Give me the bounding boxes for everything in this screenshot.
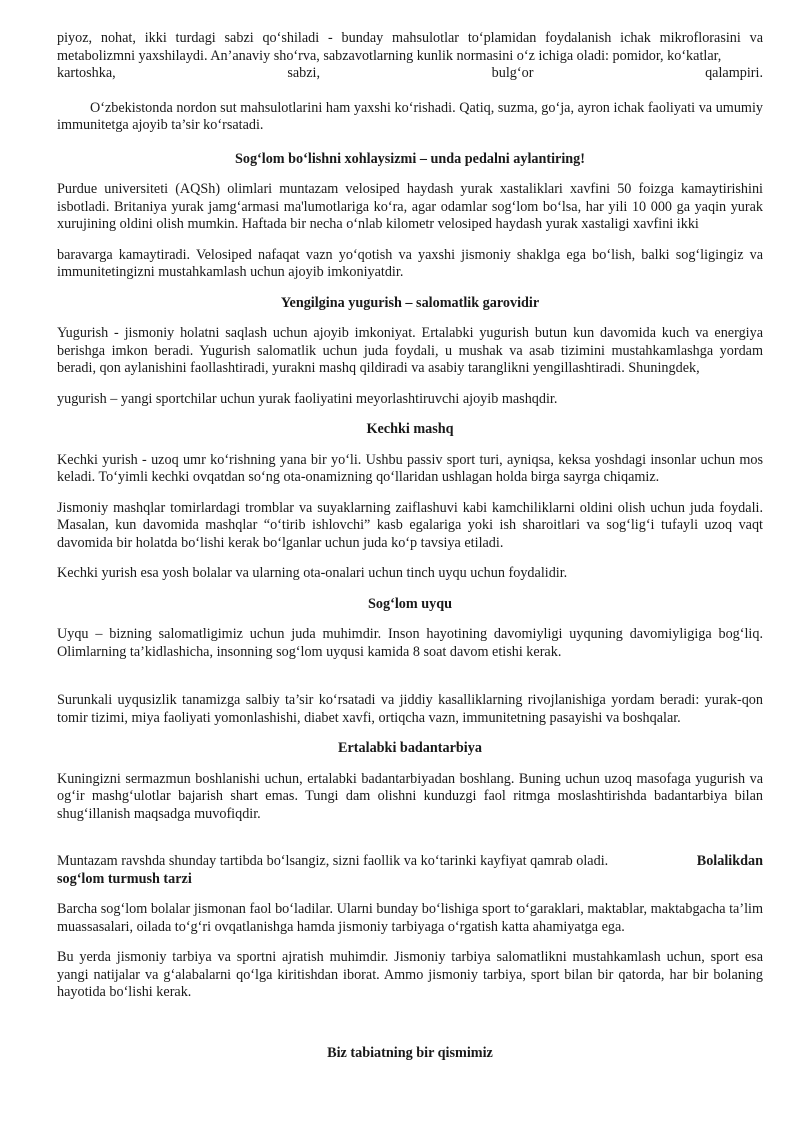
heading-morning-exercise: Ertalabki badantarbiya <box>338 740 482 756</box>
paragraph-pe-vs-sport: Bu yerda jismoniy tarbiya va sportni ajratish muhimdir. Jismoniy tarbiya salomatlikni mustahkamlash uchun, sport esa yangi natijalar va g‘alabalarni qo‘lga kiritishdan iborat. Ammo jismoniy tarbiya, sport bilan bir qatorda, har bir bolaning hayotida bo‘lishi kerak. <box>57 949 763 1000</box>
document-page <box>57 30 763 1062</box>
paragraph-running-2: yugurish – yangi sportchilar uchun yurak faoliyatini meyorlashtiruvchi ajoyib mashqdir. <box>57 390 558 407</box>
paragraph-cycling-1: Purdue universiteti (AQSh) olimlari muntazam velosiped haydash yurak xastaliklari xavfini 50 foizga kamaytirishini isbotladi. Britaniya yurak jamg‘armasi ma'lumotlariga ko‘ra, agar odamlar sog‘lom bo‘lsa, har yili 10 000 ga yaqin yurak xurujining oldini olish mumkin. Haftada bir necha o‘nlab kilometr velosiped haydash yurak xastaligi xavfini ikki <box>57 181 763 232</box>
paragraph-dairy: O‘zbekistonda nordon sut mahsulotlarini ham yaxshi ko‘rishadi. Qatiq, suzma, go‘ja, ayron ichak faoliyati va umumiy immunitetga ajoyib ta’sir ko‘rsatadi. <box>57 99 763 133</box>
paragraph-sleep-1: Uyqu – bizning salomatligimiz uchun juda muhimdir. Inson hayotining davomiyligi uyquning davomiyligiga bog‘liq. Olimlarning ta’kidlashicha, insonning sog‘lom uyqusi kamida 8 soat davom etishi kerak. <box>57 626 763 660</box>
heading-cycling: Sog‘lom bo‘lishni xohlaysizmi – unda pedalni aylantiring! <box>234 150 586 167</box>
paragraph-cycling-2: baravarga kamaytiradi. Velosiped nafaqat vazn yo‘qotish va yaxshi jismoniy shaklga ega bo‘lish, balki sog‘ligingiz va immunitetingizni mustahkamlash uchun ajoyib imkoniyatdir. <box>57 246 763 280</box>
paragraph-regularity: Muntazam ravshda shunday tartibda bo‘lsangiz, sizni faollik va ko‘tarinki kayfiyat qamrab oladi. <box>57 853 609 869</box>
paragraph-running-1: Yugurish - jismoniy holatni saqlash uchun ajoyib imkoniyat. Ertalabki yugurish butun kun davomida kuch va energiya berishga imkon beradi. Yugurish salomatlik uchun juda foydali, u mushak va asab tizimini mustahkamlashga yordam beradi, qon aylanishini faollashtiradi, yurakni mashq qildiradi va asabiy taranglikni yengillashtiradi. Shuningdek, <box>57 325 763 376</box>
paragraph-exercise-benefits: Jismoniy mashqlar tomirlardagi tromblar va suyaklarning zaiflashuvi kabi kamchiliklarni oldini olish uchun juda foydali. Masalan, kun davomida mashqlar “o‘tirib ishlovchi” kasb egalariga yoki ish sharoitlari va sog‘lig‘i tufayli uzoq vaqt davomida bir holatda bo‘lishi kerak bo‘lganlar uchun juda ko‘p tavsiya etiladi. <box>57 499 763 551</box>
heading-evening-exercise: Kechki mashq <box>366 421 454 437</box>
paragraph-vegetables-list: kartoshka, sabzi, bulg‘or qalampiri. <box>57 65 763 81</box>
paragraph-regularity-row <box>57 853 763 871</box>
paragraph-vegetables: piyoz, nohat, ikki turdagi sabzi qo‘shiladi - bunday mahsulotlar to‘plamidan foydalanish ichak mikroflorasini va metabolizmni yaxshilaydi. An’anaviy sho‘rva, sabzavotlarning kunlik normasini o‘z ichiga oladi: pomidor, ko‘katlar, <box>57 30 763 64</box>
paragraph-sleep-2: Surunkali uyqusizlik tanamizga salbiy ta’sir ko‘rsatadi va jiddiy kasalliklarning rivojlanishiga yordam beradi: yurak-qon tomir tizimi, miya faoliyati yomonlashishi, diabet xavfi, ortiqcha vazn, immunitetning pasayishi va boshqalar. <box>57 692 763 726</box>
paragraph-evening-walk-children: Kechki yurish esa yosh bolalar va ularning ota-onalari uchun tinch uyqu uchun foydalidir. <box>57 565 568 581</box>
heading-healthy-sleep: Sog‘lom uyqu <box>368 595 452 612</box>
heading-childhood-inline: Bolalikdan <box>696 853 763 869</box>
heading-part-of-nature: Biz tabiatning bir qismimiz <box>327 1044 493 1061</box>
paragraph-morning-exercise: Kuningizni sermazmun boshlanishi uchun, ertalabki badantarbiyadan boshlang. Buning uchun uzoq masofaga yugurish va og‘ir mashg‘ulotlar bajarish shart emas. Tungi dam olishni kunduzgi faol ritmga moslashtirishda badantarbiya bilan shug‘illanish maqsadga muvofiqdir. <box>57 770 763 822</box>
heading-childhood-lifestyle: sog‘lom turmush tarzi <box>57 870 192 887</box>
heading-running: Yengilgina yugurish – salomatlik garovidir <box>280 294 540 311</box>
paragraph-children-active: Barcha sog‘lom bolalar jismonan faol bo‘ladilar. Ularni bunday bo‘lishiga sport to‘garaklari, maktablar, maktabgacha ta’lim muassasalari, oilada to‘g‘ri ovqatlanishga hamda jismoniy tarbiyaga o‘rgatish katta ahamiyatga ega. <box>57 901 763 935</box>
paragraph-evening-walk: Kechki yurish - uzoq umr ko‘rishning yana bir yo‘li. Ushbu passiv sport turi, ayniqsa, keksa yoshdagi insonlar uchun mos keladi. To‘yimli kechki ovqatdan so‘ng ota-onamizning qo‘llaridan ushlagan holda birga sayrga chiqamiz. <box>57 451 763 485</box>
